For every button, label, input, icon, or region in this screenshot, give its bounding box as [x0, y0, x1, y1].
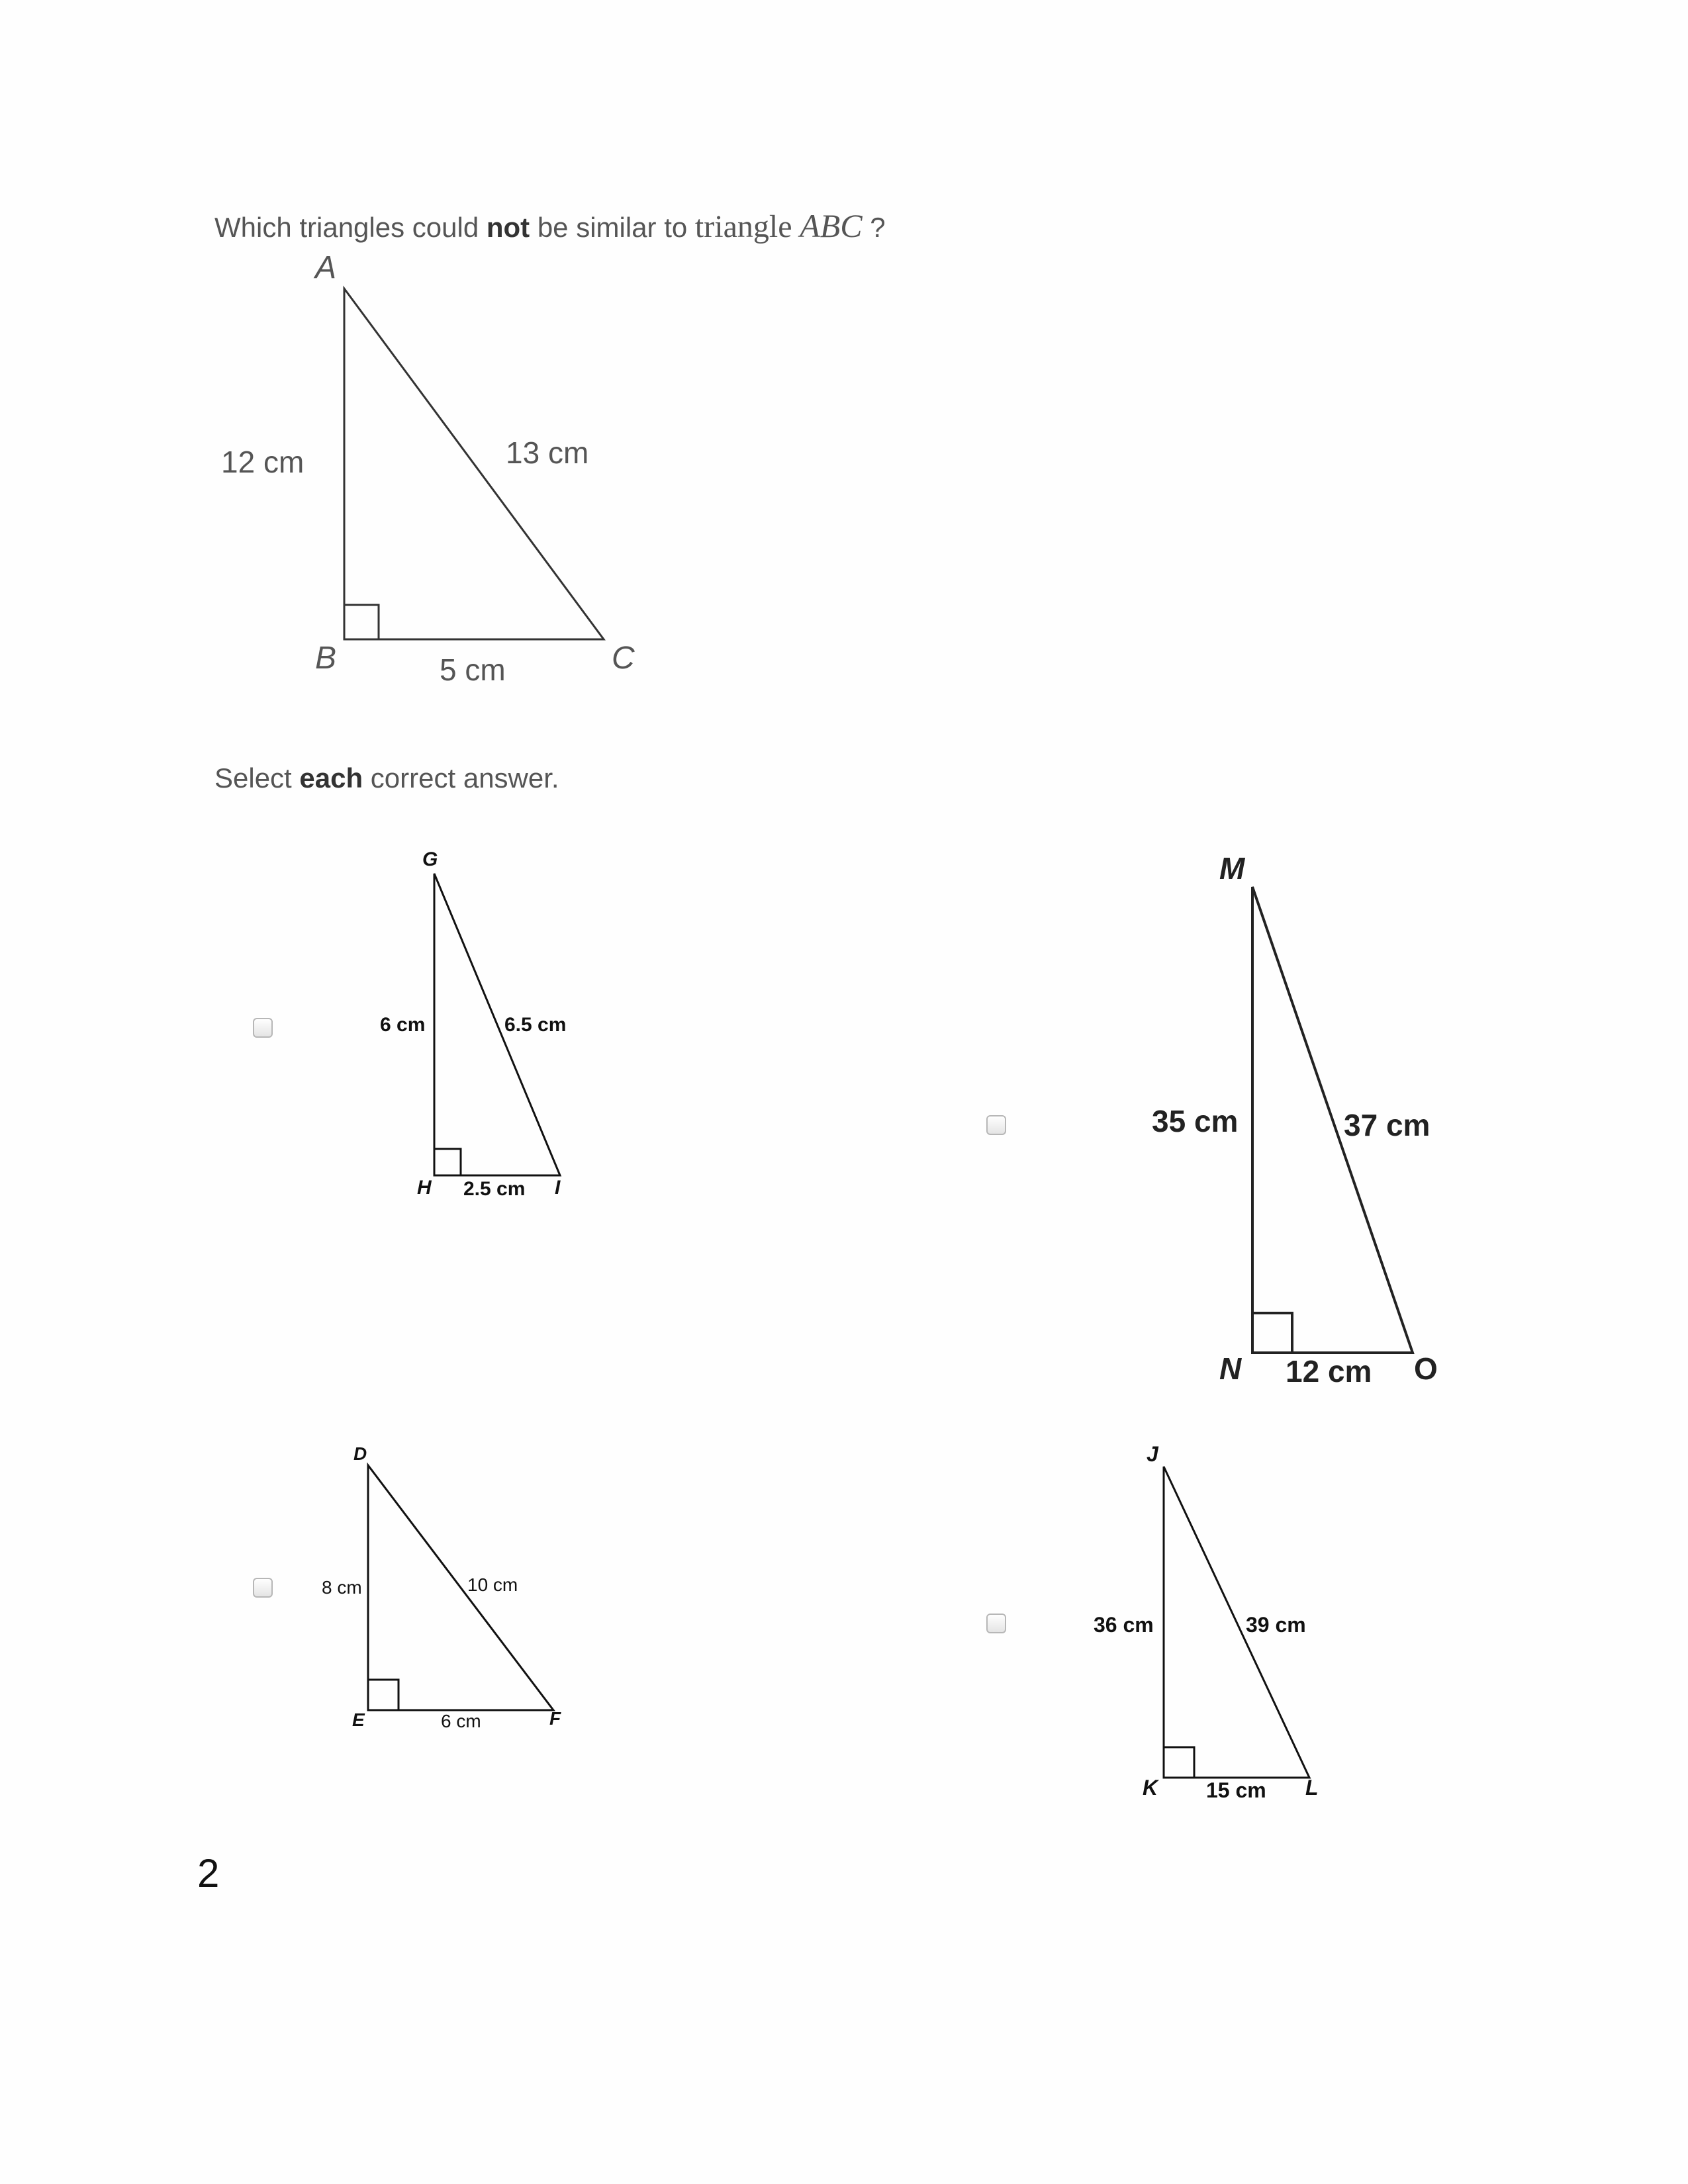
- side-jl-label: 39 cm: [1246, 1613, 1306, 1637]
- right-angle-marker-k: [1164, 1747, 1194, 1778]
- side-jk-label: 36 cm: [1094, 1613, 1154, 1637]
- checkbox-triangle-ghi[interactable]: [253, 1018, 273, 1038]
- checkbox-triangle-def[interactable]: [253, 1578, 273, 1598]
- triangle-name: ABC: [800, 207, 863, 244]
- right-angle-marker-e: [368, 1680, 399, 1710]
- vertex-a: A: [315, 250, 337, 285]
- side-mn-label: 35 cm: [1152, 1104, 1239, 1138]
- question-emphasis: not: [486, 212, 530, 243]
- side-gh-label: 6 cm: [380, 1014, 426, 1036]
- vertex-i: I: [555, 1177, 561, 1199]
- side-ef-label: 6 cm: [441, 1711, 481, 1731]
- vertex-n: N: [1219, 1351, 1242, 1386]
- side-no-label: 12 cm: [1286, 1354, 1372, 1388]
- vertex-k: K: [1143, 1776, 1158, 1799]
- vertex-h: H: [417, 1177, 432, 1199]
- vertex-o: O: [1414, 1351, 1438, 1386]
- vertex-g: G: [422, 848, 438, 870]
- checkbox-triangle-jkl[interactable]: [986, 1614, 1006, 1633]
- vertex-b: B: [315, 641, 337, 676]
- side-ac-label: 13 cm: [506, 435, 589, 470]
- checkbox-triangle-mno[interactable]: [986, 1115, 1006, 1135]
- side-mo-label: 37 cm: [1344, 1108, 1430, 1142]
- right-angle-marker-b: [344, 605, 379, 639]
- right-angle-marker-h: [434, 1149, 461, 1175]
- vertex-l: L: [1305, 1776, 1319, 1799]
- triangle-def-shape: [368, 1465, 553, 1710]
- side-bc-label: 5 cm: [440, 653, 506, 687]
- side-de-label: 8 cm: [322, 1577, 362, 1598]
- side-kl-label: 15 cm: [1206, 1778, 1266, 1802]
- triangle-def: [368, 1465, 553, 1710]
- instruction-text: Select each correct answer.: [214, 762, 559, 794]
- page-number: 2: [197, 1851, 220, 1895]
- vertex-c: C: [612, 641, 635, 676]
- vertex-j: J: [1147, 1442, 1158, 1466]
- right-angle-marker-n: [1252, 1313, 1292, 1353]
- side-hi-label: 2.5 cm: [463, 1178, 526, 1200]
- vertex-d: D: [353, 1443, 367, 1464]
- side-gi-label: 6.5 cm: [504, 1014, 567, 1036]
- vertex-e: E: [352, 1709, 365, 1730]
- side-df-label: 10 cm: [467, 1574, 518, 1595]
- question-word: triangle: [694, 209, 792, 244]
- vertex-m: M: [1219, 851, 1245, 886]
- question-text: Which triangles could not be similar to triangle ABC ?: [214, 207, 886, 244]
- side-ab-label: 12 cm: [221, 445, 305, 479]
- vertex-f: F: [549, 1708, 561, 1729]
